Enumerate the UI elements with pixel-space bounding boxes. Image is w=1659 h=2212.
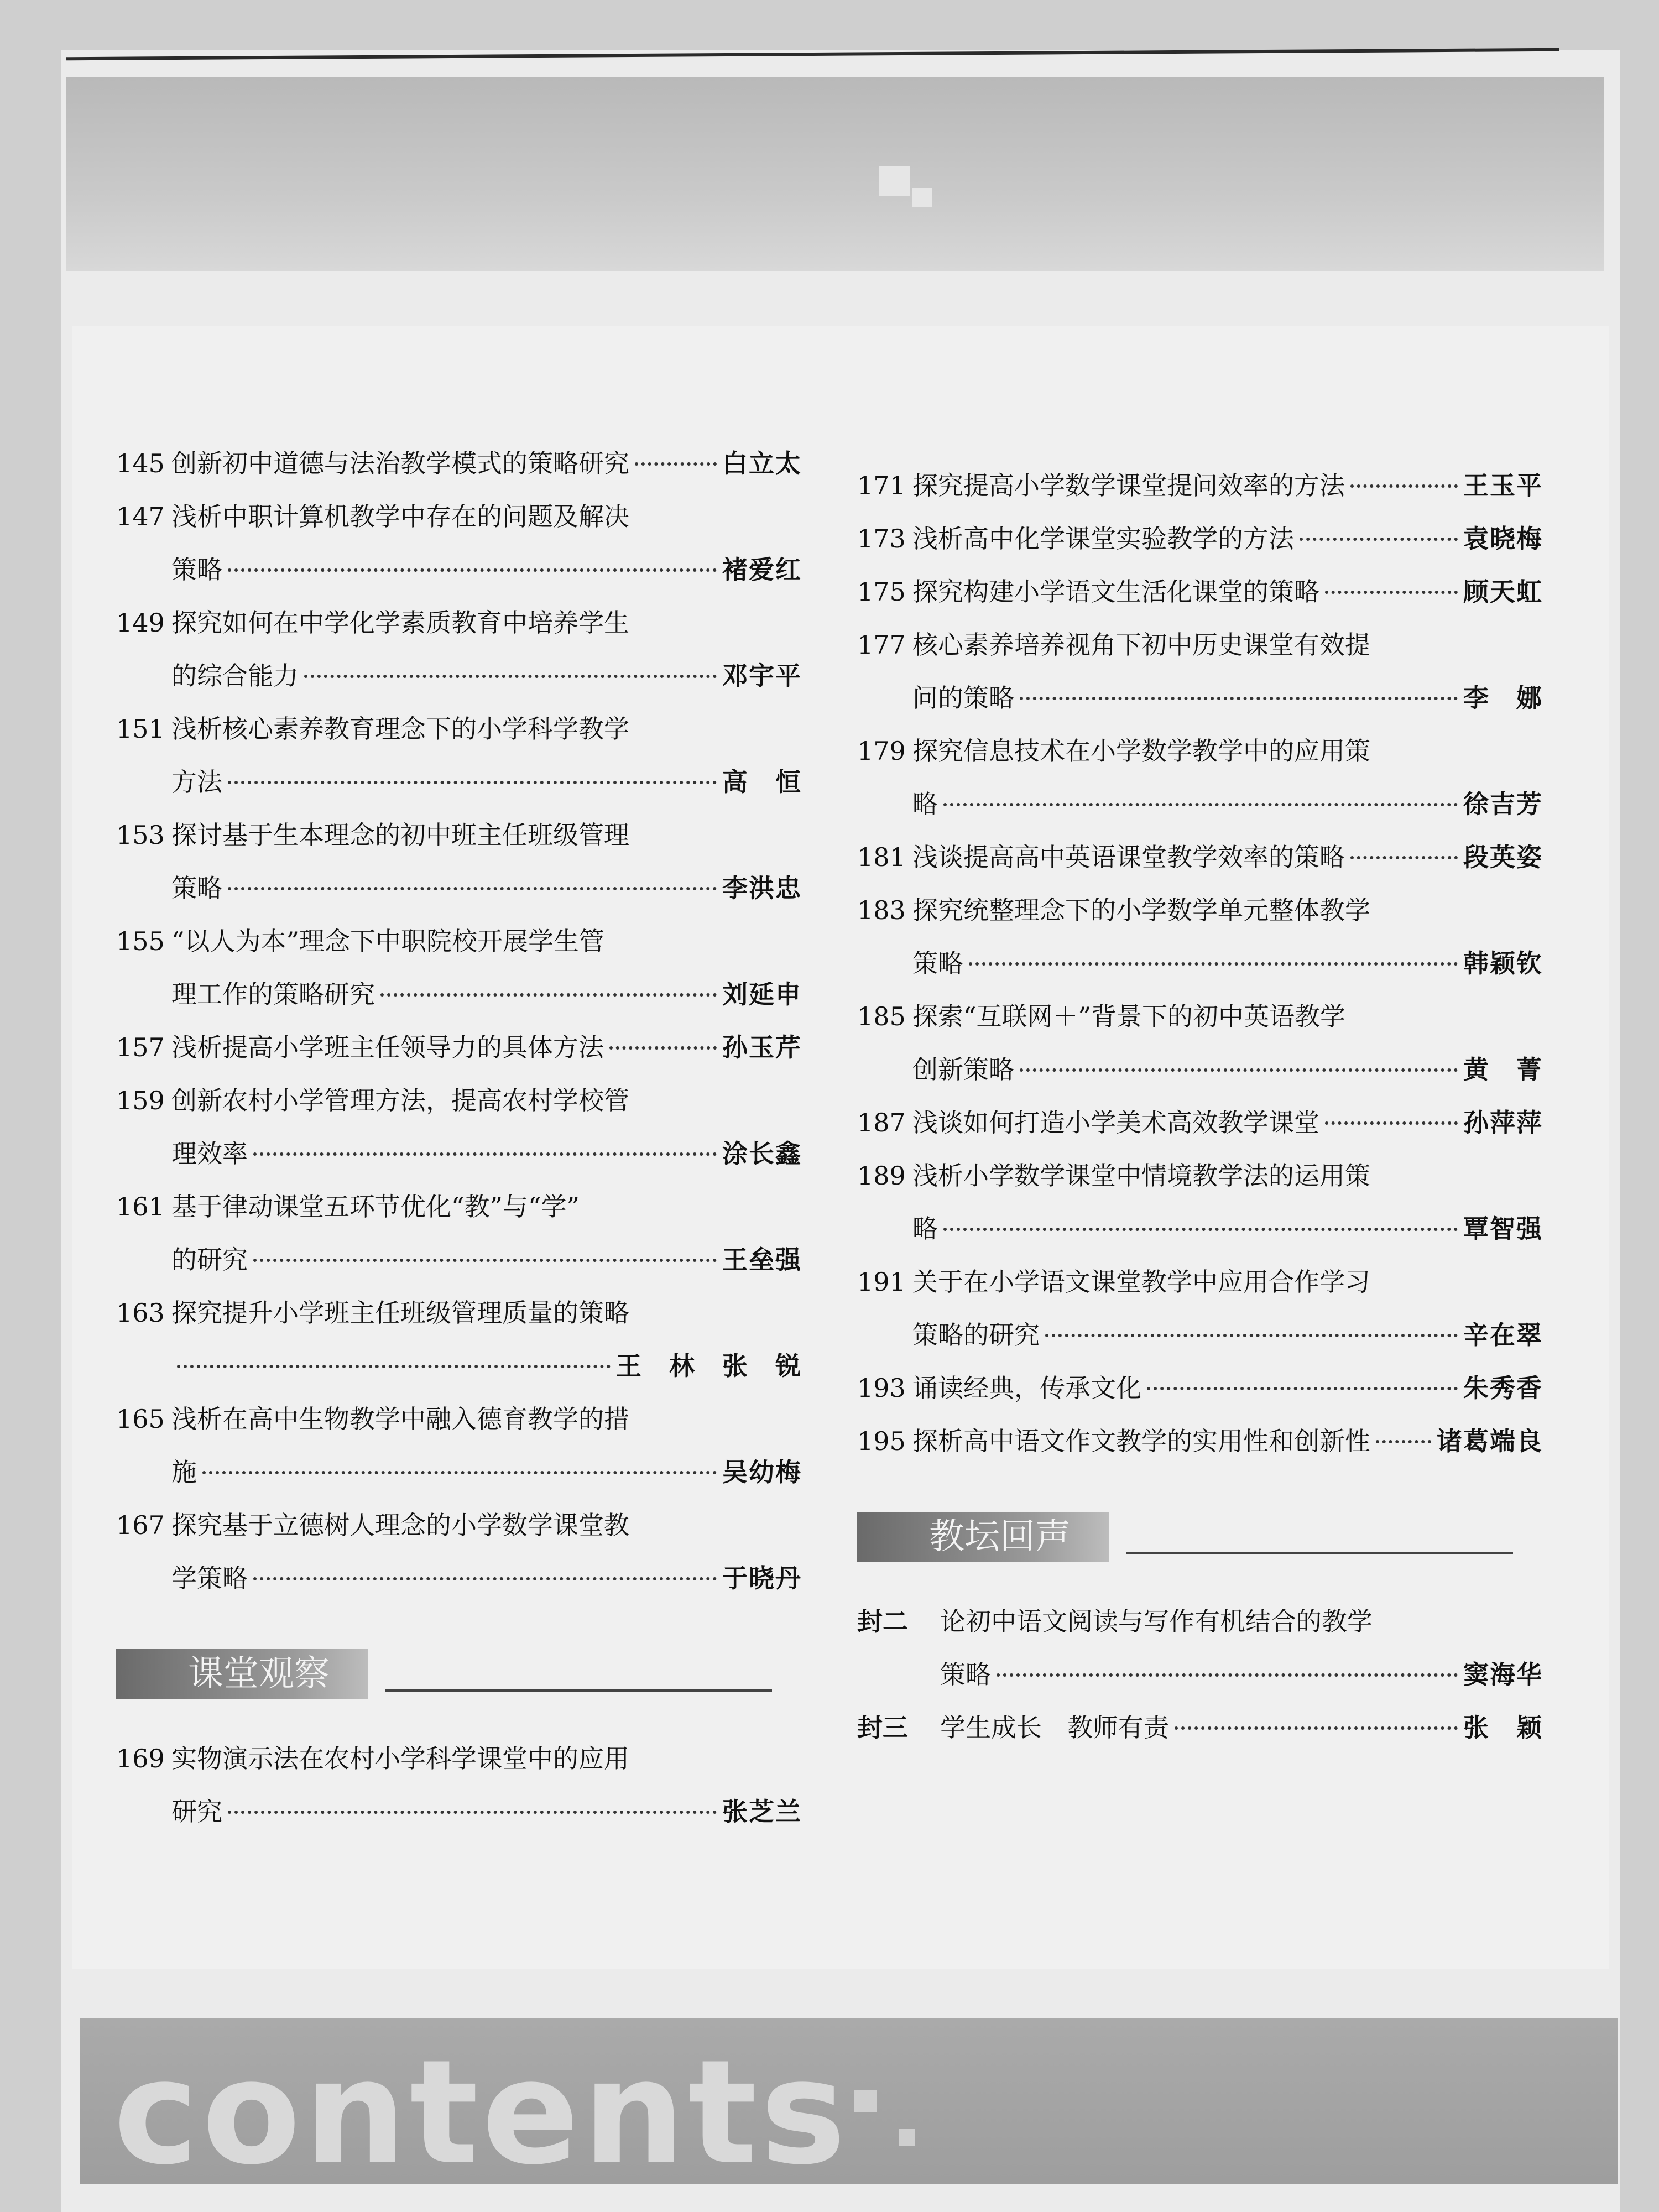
entry-title: 学策略 — [171, 1563, 248, 1593]
entry-line — [116, 1180, 802, 1233]
entry-line — [857, 1361, 1543, 1415]
page-number: 187 — [857, 1108, 906, 1138]
entry-title: 研究 — [171, 1797, 222, 1827]
entry-line — [857, 618, 1543, 671]
entry-title: 探索“互联网＋”背景下的初中英语教学 — [912, 1001, 1346, 1031]
entry-author: 张芝兰 — [722, 1797, 802, 1827]
entry-author: 吴幼梅 — [722, 1457, 802, 1487]
entry-author: 褚爱红 — [722, 555, 802, 585]
entry-line — [857, 724, 1543, 778]
dot-leader — [228, 568, 717, 572]
toc-panel — [72, 326, 1609, 1969]
dot-leader — [1020, 697, 1458, 700]
entry-author: 李洪忠 — [722, 873, 802, 903]
entry-title: 的综合能力 — [171, 661, 299, 691]
dot-leader — [253, 1577, 717, 1580]
entry-author: 段英姿 — [1463, 842, 1543, 872]
toc-entry — [857, 1255, 1543, 1361]
entry-title: 策略 — [171, 873, 222, 903]
dot-leader — [253, 1259, 717, 1262]
entry-title: 略 — [912, 1214, 938, 1244]
entry-line — [857, 459, 1543, 512]
entry-title: 核心素养培养视角下初中历史课堂有效提 — [912, 630, 1370, 660]
entry-title: 探究构建小学语文生活化课堂的策略 — [912, 577, 1319, 607]
entry-author: 白立太 — [722, 448, 802, 478]
entry-title: 略 — [912, 789, 938, 819]
entry-line — [116, 968, 802, 1021]
toc-right-column — [857, 459, 1543, 1754]
section-header — [857, 1512, 1543, 1562]
page-number: 163 — [116, 1298, 165, 1328]
entry-line — [857, 565, 1543, 618]
entry-author: 王玉平 — [1463, 471, 1543, 500]
entry-line — [857, 1648, 1543, 1701]
entry-author: 孙萍萍 — [1463, 1108, 1543, 1138]
entry-line — [857, 671, 1543, 724]
entry-line — [116, 702, 802, 755]
dot-leader — [228, 781, 717, 784]
entry-title: 创新策略 — [912, 1055, 1014, 1084]
entry-title: 的研究 — [171, 1245, 248, 1275]
cover-entry — [857, 1595, 1543, 1701]
entry-author: 于晓丹 — [722, 1563, 802, 1593]
entry-line — [857, 1701, 1543, 1754]
entry-title: 探究如何在中学化学素质教育中培养学生 — [171, 608, 629, 638]
entry-author: 覃智强 — [1463, 1214, 1543, 1244]
entry-line — [857, 1043, 1543, 1096]
entry-line — [116, 543, 802, 596]
page-number: 161 — [116, 1192, 165, 1222]
entry-line — [857, 937, 1543, 990]
entry-line — [857, 831, 1543, 884]
entry-title: 实物演示法在农村小学科学课堂中的应用 — [171, 1744, 629, 1773]
page-number: 159 — [116, 1086, 165, 1115]
entry-title: 施 — [171, 1457, 197, 1487]
entry-title: “以人为本”理念下中职院校开展学生管 — [171, 926, 605, 956]
toc-entry — [857, 1361, 1543, 1415]
header-band — [66, 77, 1604, 271]
toc-entry — [857, 565, 1543, 618]
entry-author: 袁晓梅 — [1463, 524, 1543, 554]
dot-leader — [1147, 1387, 1458, 1390]
entry-title: 创新初中道德与法治教学模式的策略研究 — [171, 448, 629, 478]
entry-line — [857, 1255, 1543, 1308]
entry-line — [857, 884, 1543, 937]
dot-leader — [228, 887, 717, 890]
entry-title: 策略 — [171, 555, 222, 585]
dot-leader — [1350, 856, 1458, 859]
entry-line — [116, 1233, 802, 1286]
toc-entry — [116, 1392, 802, 1499]
entry-title: 浅析提高小学班主任领导力的具体方法 — [171, 1032, 604, 1062]
dot-leader — [609, 1046, 717, 1050]
entry-line — [116, 1552, 802, 1605]
entry-title: 理工作的策略研究 — [171, 979, 375, 1009]
page-number: 193 — [857, 1373, 906, 1403]
cover-label: 封三 — [857, 1713, 908, 1743]
entry-title: 策略 — [912, 948, 963, 978]
entry-line — [857, 990, 1543, 1043]
entry-title: 探究基于立德树人理念的小学数学课堂教 — [171, 1510, 629, 1540]
toc-entry — [857, 990, 1543, 1096]
toc-entry — [116, 1732, 802, 1838]
dot-leader — [380, 993, 717, 997]
entry-title: 浅谈如何打造小学美术高效教学课堂 — [912, 1108, 1319, 1138]
page-number: 181 — [857, 842, 906, 872]
page-number: 191 — [857, 1267, 906, 1297]
entry-author: 朱秀香 — [1463, 1373, 1543, 1403]
entry-author: 王垒强 — [722, 1245, 802, 1275]
dot-leader — [1045, 1334, 1458, 1337]
dot-leader — [943, 1228, 1458, 1231]
entry-title: 关于在小学语文课堂教学中应用合作学习 — [912, 1267, 1370, 1297]
entry-line — [116, 862, 802, 915]
toc-entry — [116, 1021, 802, 1074]
dot-leader — [997, 1673, 1458, 1677]
page-number: 155 — [116, 926, 165, 956]
entry-author: 高 恒 — [722, 767, 802, 797]
dot-leader — [228, 1811, 717, 1814]
toc-left-column — [116, 437, 802, 1838]
dot-leader — [1020, 1068, 1458, 1072]
section-title: 教坛回声 — [857, 1512, 1109, 1562]
entry-line — [116, 1339, 802, 1392]
entry-line — [116, 1286, 802, 1339]
decor-square — [879, 166, 910, 196]
toc-entry — [857, 884, 1543, 990]
page-number: 167 — [116, 1510, 165, 1540]
dot-leader — [1325, 591, 1458, 594]
toc-entry — [857, 1096, 1543, 1149]
entry-title: 探讨基于生本理念的初中班主任班级管理 — [171, 820, 629, 850]
page-number: 157 — [116, 1032, 165, 1062]
page-number: 151 — [116, 714, 165, 744]
entry-author: 韩颖钦 — [1463, 948, 1543, 978]
toc-entry — [116, 915, 802, 1021]
section-rule — [1126, 1552, 1513, 1554]
page-number: 169 — [116, 1744, 165, 1773]
entry-title: 探究提升小学班主任班级管理质量的策略 — [171, 1298, 629, 1328]
entry-title: 探析高中语文作文教学的实用性和创新性 — [912, 1426, 1370, 1456]
entry-author: 黄 菁 — [1463, 1055, 1543, 1084]
section-header — [116, 1649, 802, 1699]
entry-title: 方法 — [171, 767, 222, 797]
entry-title: 理效率 — [171, 1139, 248, 1168]
cover-entry — [857, 1701, 1543, 1754]
dot-leader — [943, 803, 1458, 806]
page-number: 171 — [857, 471, 906, 500]
entry-title: 探究提高小学数学课堂提问效率的方法 — [912, 471, 1345, 500]
entry-title: 学生成长 教师有责 — [940, 1713, 1169, 1743]
entry-author: 刘延申 — [722, 979, 802, 1009]
entry-author: 李 娜 — [1463, 683, 1543, 713]
dot-leader — [1325, 1121, 1458, 1125]
entry-line — [116, 1074, 802, 1127]
toc-entry — [857, 618, 1543, 724]
entry-author: 邓宇平 — [722, 661, 802, 691]
entry-line — [116, 1732, 802, 1785]
entry-title: 论初中语文阅读与写作有机结合的教学 — [940, 1606, 1373, 1636]
entry-title: 探究信息技术在小学数学教学中的应用策 — [912, 736, 1370, 766]
toc-entry — [857, 1415, 1543, 1468]
entry-line — [116, 1392, 802, 1446]
dot-leader — [1350, 484, 1458, 488]
entry-author: 王 林 张 锐 — [616, 1351, 802, 1381]
section-title: 课堂观察 — [116, 1649, 368, 1699]
dot-leader — [1175, 1726, 1458, 1730]
decor-square — [899, 2129, 915, 2146]
entry-title: 探究统整理念下的小学数学单元整体教学 — [912, 895, 1370, 925]
entry-author: 徐吉芳 — [1463, 789, 1543, 819]
entry-line — [857, 1308, 1543, 1361]
entry-line — [116, 649, 802, 702]
decor-square — [854, 2090, 877, 2112]
toc-entry — [857, 512, 1543, 565]
entry-line — [116, 1785, 802, 1838]
entry-title: 浅析中职计算机教学中存在的问题及解决 — [171, 502, 629, 531]
entry-title: 浅析核心素养教育理念下的小学科学教学 — [171, 714, 629, 744]
entry-line — [116, 1499, 802, 1552]
entry-author: 张 颖 — [1463, 1713, 1543, 1743]
dot-leader — [1376, 1440, 1431, 1443]
entry-line — [116, 915, 802, 968]
toc-entry — [857, 724, 1543, 831]
toc-entry — [116, 1180, 802, 1286]
entry-line — [857, 512, 1543, 565]
page-number: 185 — [857, 1001, 906, 1031]
entry-author: 顾天虹 — [1463, 577, 1543, 607]
dot-leader — [253, 1152, 717, 1156]
entry-author: 窦海华 — [1463, 1660, 1543, 1689]
dot-leader — [969, 962, 1458, 966]
entry-line — [857, 1415, 1543, 1468]
page-number: 179 — [857, 736, 906, 766]
entry-title: 策略的研究 — [912, 1320, 1040, 1350]
entry-line — [116, 808, 802, 862]
entry-title: 创新农村小学管理方法，提高农村学校管 — [171, 1086, 629, 1115]
section-rule — [385, 1689, 772, 1692]
entry-author: 辛在翠 — [1463, 1320, 1543, 1350]
dot-leader — [1300, 538, 1458, 541]
dot-leader — [635, 462, 717, 466]
entry-line — [116, 490, 802, 543]
entry-line — [116, 1021, 802, 1074]
entry-line — [857, 1149, 1543, 1202]
toc-entry — [116, 596, 802, 702]
entry-title: 问的策略 — [912, 683, 1014, 713]
entry-title: 基于律动课堂五环节优化“教”与“学” — [171, 1192, 580, 1222]
toc-entry — [857, 1149, 1543, 1255]
entry-title: 诵读经典，传承文化 — [912, 1373, 1141, 1403]
page-number: 145 — [116, 448, 165, 478]
entry-line — [116, 755, 802, 808]
entry-title: 浅谈提高高中英语课堂教学效率的策略 — [912, 842, 1345, 872]
page-number: 147 — [116, 502, 165, 531]
dot-leader — [177, 1365, 611, 1368]
toc-entry — [857, 459, 1543, 512]
entry-title: 浅析在高中生物教学中融入德育教学的措 — [171, 1404, 629, 1434]
entry-title: 浅析高中化学课堂实验教学的方法 — [912, 524, 1294, 554]
entry-author: 涂长鑫 — [722, 1139, 802, 1168]
dot-leader — [202, 1471, 717, 1474]
toc-entry — [116, 1499, 802, 1605]
entry-line — [857, 778, 1543, 831]
page-number: 149 — [116, 608, 165, 638]
toc-entry — [857, 831, 1543, 884]
decor-square — [912, 188, 932, 207]
page-number: 175 — [857, 577, 906, 607]
entry-line — [116, 1127, 802, 1180]
page-number: 183 — [857, 895, 906, 925]
entry-title: 策略 — [940, 1660, 991, 1689]
page-number: 165 — [116, 1404, 165, 1434]
entry-author: 孙玉芹 — [722, 1032, 802, 1062]
entry-line — [857, 1595, 1543, 1648]
entry-line — [116, 596, 802, 649]
entry-line — [116, 1446, 802, 1499]
toc-entry — [116, 808, 802, 915]
entry-line — [857, 1096, 1543, 1149]
dot-leader — [304, 675, 717, 678]
footer-contents-word: contents — [113, 2030, 849, 2184]
page-number: 195 — [857, 1426, 906, 1456]
page-number: 177 — [857, 630, 906, 660]
toc-entry — [116, 1074, 802, 1180]
toc-entry — [116, 437, 802, 490]
footer-band — [80, 2018, 1618, 2184]
page-number: 173 — [857, 524, 906, 554]
toc-entry — [116, 1286, 802, 1392]
entry-line — [857, 1202, 1543, 1255]
toc-entry — [116, 702, 802, 808]
cover-label: 封二 — [857, 1606, 908, 1636]
toc-entry — [116, 490, 802, 596]
entry-title: 浅析小学数学课堂中情境教学法的运用策 — [912, 1161, 1370, 1191]
page-number: 189 — [857, 1161, 906, 1191]
entry-line — [116, 437, 802, 490]
entry-author: 诸葛端良 — [1437, 1426, 1543, 1456]
page-number: 153 — [116, 820, 165, 850]
